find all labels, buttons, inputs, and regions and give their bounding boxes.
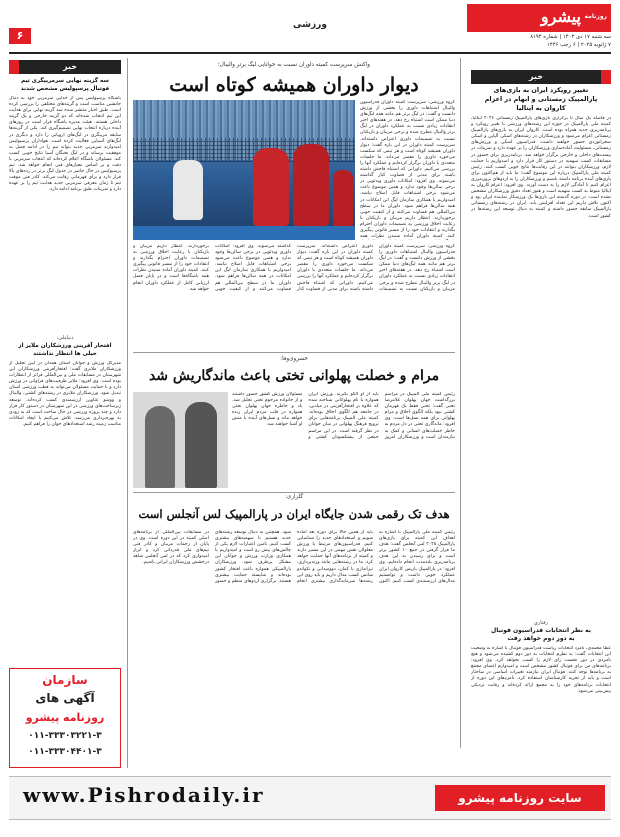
player-right bbox=[333, 170, 353, 226]
center-bottom-kicker: گلزاری: bbox=[284, 494, 304, 500]
logo-small: روزنامه bbox=[584, 13, 607, 20]
right-sub-title-2: به دور دوم خواهد رفت bbox=[507, 635, 575, 642]
photo-floor bbox=[133, 226, 355, 240]
right-title-3: کاروان به ایتالیا bbox=[516, 104, 566, 112]
ad-phone-1: ۰۱۱-۳۳۳۰۳۲۲۱-۳ bbox=[28, 731, 102, 741]
center-top-headline: دیوار داوران همیشه کوتاه است bbox=[169, 74, 419, 96]
right-title-2: پارالمپیک زمستانی و ابهام در اعزام bbox=[484, 95, 598, 103]
ad-line-3: روزنامه پیشرو bbox=[25, 711, 105, 724]
left-title-2: فوتبال پرسپولیس مشخص شدند bbox=[20, 86, 110, 92]
right-sub-body bbox=[471, 646, 611, 744]
center-mid-body bbox=[232, 392, 455, 488]
right-sub-title-1: به نظر انتخابات فدراسیون فوتبال bbox=[491, 627, 591, 634]
ad-line-2: آگهی های bbox=[35, 691, 95, 705]
left-body-text: باشگاه پرسپولیس پس از جدایی سرمربی خود به دنبال جانشین مناسب است و گزینه‌های مختلفی را بررسی کرده است. طبق اخبار منتشر شده سه گزینه نهایی برای هدایت این تیم انتخاب شده‌اند که دو گزینه خارجی و یک گزینه داخلی هستند. هیئت مدیره باشگاه قرار است در روزهای آینده درباره انتخاب نهایی تصمیم‌گیری کند. یکی از گزینه‌ها سابقه مربیگری در لیگ‌های اروپایی را دارد و دیگری در لیگ‌های آسیایی فعالیت کرده است. هواداران پرسپولیس امیدوارند سرمربی جدید بتواند تیم را در ادامه فصل به موفقیت برساند و در لیگ نخبگان آسیا نتایج خوبی کسب کند. مسئولان باشگاه اعلام کرده‌اند که انتخاب سرمربی با دقت و بر اساس معیارهای فنی انجام خواهد شد. تیم پرسپولیس در حال حاضر در جدول لیگ برتر در رده‌های بالا قرار دارد و برای قهرمانی رقابت می‌کند. کادر فنی موقت تیم تا زمان معرفی سرمربی جدید هدایت تیم را بر عهده دارد و تمرینات طبق برنامه ادامه دارد. bbox=[9, 96, 121, 193]
center-top-body-bottom bbox=[133, 244, 455, 348]
left-title-1: سه گزینه نهایی سرمربیگری تیم bbox=[21, 78, 109, 84]
center-mid-kicker: خسروی‌وفا: bbox=[280, 356, 308, 362]
center-top-body-right bbox=[360, 100, 455, 240]
photo-figure-2 bbox=[185, 402, 217, 488]
logo bbox=[467, 4, 611, 32]
logo-main: پیشرو bbox=[540, 7, 581, 26]
right-sub-body-text: عطا محمدی، نامزد انتخابات ریاست فدراسیون فوتبال با اشاره به وضعیت این انتخابات گفت: به نظرم انتخابات به دور دوم کشیده می‌شود و هیچ نامزدی در دور نخست رای لازم را کسب نخواهد کرد. وی افزود: برنامه‌های من برای فوتبال کشور مشخص است و امیدوارم اعضای مجمع به برنامه‌ها توجه کنند. فوتبال ایران نیازمند تغییرات اساسی در ساختار است و باید از تجربه کارشناسان استفاده کرد. نامزدهای این دوره از انتخابات برنامه‌های خود را به مجمع ارائه کرده‌اند و رقابت نزدیکی پیش‌بینی می‌شود. bbox=[471, 646, 611, 694]
ad-box bbox=[9, 668, 121, 768]
center-mid-rule bbox=[133, 492, 455, 493]
volleyball-photo bbox=[133, 100, 355, 240]
right-body bbox=[471, 116, 611, 616]
right-body-text: در فاصله یک سال تا برگزاری بازی‌های پارالمپیک زمستانی ۲۰۲۶ ایتالیا، کمیته ملی پارالمپیک در حوزه این رشته‌های ورزشی با تغییر رویکرد و برنامه‌ریزی جدید همراه بوده است. کاروان ایران به بازی‌های پارالمپیک زمستانی اعزام می‌شود و ورزشکاران در رشته‌های اسکی آلپاین و اسکی صحرانوردی حضور خواهند داشت. فدراسیون اسکی و ورزش‌های زمستانی، مسئولیت آماده‌سازی ورزشکاران را بر عهده دارد و تمرینات در پیست‌های داخلی و خارجی برگزار خواهد شد. برنامه‌ریزی برای حضور در مسابقات کسب سهمیه در دستور کار قرار دارد و امیدواریم با حمایت لازم، ورزشکاران بتوانند در این رقابت‌ها نتایج خوبی کسب کنند. رئیس کمیته ملی پارالمپیک درباره این موضوع گفت: ما باید از هم‌اکنون برای بازی‌های آینده برنامه داشته باشیم و ورزشکاران را به اردوهای برون‌مرزی اعزام کنیم تا آمادگی لازم را به دست آورند. وی افزود: اعزام کاروان به ایتالیا منوط به کسب سهمیه است و هنوز تعداد دقیق ورزشکاران مشخص نشده است. در دوره گذشته این بازی‌ها یک ورزشکار نماینده ایران بود و اکنون تلاش داریم این تعداد افزایش یابد. ایران در رشته‌های زمستانی پارالمپیک سابقه حضور داشته و کمیته به دنبال توسعه این رشته‌ها در کشور است. bbox=[471, 116, 611, 219]
center-top-body-text: گروه ورزشی: سرپرست کمیته داوران فدراسیون والیبال اشتباهات داوری را بخشی از ورزش دانست و گفت: در لیگ برتر هم مانند همه لیگ‌های دنیا ممکن است اشتباه رخ دهد. در هفته‌های اخیر انتقادات زیادی نسبت به عملکرد داوران در لیگ برتر والیبال مطرح شده و برخی مربیان و بازیکنان نسبت به تصمیمات داوری اعتراض داشته‌اند. سرپرست کمیته داوران در این باره گفت: دیوار داوران همیشه کوتاه است و هر تیمی که شکست می‌خورد داوری را مقصر می‌داند. ما جلسات متعددی با داوران برگزار کرده‌ایم و عملکرد آنها را بررسی می‌کنیم. داورانی که اشتباه فاحش داشته باشند برای مدتی از قضاوت کنار گذاشته می‌شوند. وی افزود: امکانات داوری ویدئویی در برخی سالن‌ها وجود ندارد و همین موضوع باعث می‌شود برخی اشتباهات قابل اصلاح نباشد. امیدواریم با همکاری سازمان لیگ این امکانات در همه سالن‌ها فراهم شود. داوران ما در سطح بین‌المللی هم قضاوت می‌کنند و از کیفیت خوبی برخوردارند. انتظار داریم مربیان و بازیکنان با رعایت اخلاق ورزشی به تصمیمات داوران احترام بگذارند و انتقادات خود را از مسیر قانونی پیگیری کنند. کمیته داوران آماده شنیدن نظرات همه bbox=[360, 100, 455, 240]
left-sub-body bbox=[9, 361, 121, 611]
player-left bbox=[173, 160, 203, 220]
center-mid-headline: مرام و خصلت پهلوانی تختی باعث ماندگاریش شد bbox=[148, 368, 440, 384]
center-mid-body-text: رئیس کمیته ملی المپیک در مراسم بزرگداشت جهان پهلوان غلامرضا تختی گفت: تختی فقط یک قهرمان کشتی نبود بلکه الگوی اخلاق و مرام پهلوانی برای همه نسل‌ها است. وی افزود: ماندگاری تختی در دل مردم به خاطر خصلت‌های انسانی و کمک به نیازمندان است و ورزشکاران امروز باید از او الگو بگیرند. ورزش ایران همواره با نام پهلوانانی شناخته شده که علاوه بر افتخارآفرینی در میادین، در جامعه هم الگوی اخلاق بوده‌اند. کمیته ملی المپیک برنامه‌هایی برای ترویج فرهنگ پهلوانی در میان جوانان در نظر گرفته است. در این مراسم جمعی از پیشکسوتان کشتی و مسئولان ورزش کشور حضور داشتند و از خانواده مرحوم تختی تجلیل شد. یاد و خاطره جهان پهلوان تختی همواره در قلب مردم ایران زنده خواهد ماند و نسل‌های آینده با منش او آشنا خواهند شد. bbox=[232, 392, 455, 440]
left-sub-title-1: افتخار آفرینی ورزشکاران ملایر از bbox=[18, 343, 112, 349]
left-sub-body-text: مدیرکل ورزش و جوانان استان همدان در آیین تجلیل از ورزشکاران ملایری گفت: افتخارآفرینی ورزشکاران این شهرستان در مسابقات ملی و بین‌المللی فراتر از انتظارات بوده است. وی افزود: ملایر ظرفیت‌های فراوانی در ورزش دارد و با حمایت مسئولان می‌تواند به قطب ورزشی استان تبدیل شود. ورزشکاران ملایری در رشته‌های کشتی، والیبال و ووشو عناوین ارزشمندی کسب کرده‌اند. توسعه زیرساخت‌های ورزشی در این شهرستان در دستور کار قرار دارد و چند پروژه ورزشی در حال ساخت است که به زودی به بهره‌برداری می‌رسد. تلاش می‌کنیم با ایجاد امکانات مناسب زمینه رشد استعدادهای جوان را فراهم کنیم. bbox=[9, 361, 121, 427]
left-body bbox=[9, 96, 121, 332]
left-sub-label: دنیاملی: bbox=[56, 335, 74, 341]
right-title-1: تغییر رویکرد ایران به بازی‌های bbox=[493, 86, 589, 94]
footer-url[interactable]: www.Pishrodaily.ir bbox=[23, 783, 265, 807]
left-sub-title-2: خیلی ها انتظار نداشتند bbox=[33, 351, 97, 357]
right-news-label: خبر bbox=[471, 70, 611, 84]
masthead bbox=[467, 4, 611, 50]
player-jump-1 bbox=[253, 148, 289, 226]
date-line-1: سه شنبه ۱۷ دی ۱۴۰۳ | شماره ۸۱۹۴ bbox=[530, 34, 611, 40]
ad-line-1: سازمان bbox=[42, 673, 88, 687]
photo-figure-1 bbox=[145, 406, 175, 488]
center-top-rule bbox=[133, 352, 455, 353]
left-col-divider bbox=[127, 58, 128, 768]
center-bottom-body bbox=[133, 530, 455, 748]
ad-phone-2: ۰۱۱-۳۳۳۰۴۴۰۱-۳ bbox=[28, 747, 102, 757]
section-title: ورزشی bbox=[293, 20, 327, 30]
player-jump-2 bbox=[293, 144, 329, 226]
center-top-body-text-cont: گروه ورزشی: سرپرست کمیته داوران فدراسیون والیبال اشتباهات داوری را بخشی از ورزش دانست و گفت: در لیگ برتر هم مانند همه لیگ‌های دنیا ممکن است اشتباه رخ دهد. در هفته‌های اخیر انتقادات زیادی نسبت به عملکرد داوران در لیگ برتر والیبال مطرح شده و برخی مربیان و بازیکنان نسبت به تصمیمات داوری اعتراض داشته‌اند. سرپرست کمیته داوران در این باره گفت: دیوار داوران همیشه کوتاه است و هر تیمی که شکست می‌خورد داوری را مقصر می‌داند. ما جلسات متعددی با داوران برگزار کرده‌ایم و عملکرد آنها را بررسی می‌کنیم. داورانی که اشتباه فاحش داشته باشند برای مدتی از قضاوت کنار گذاشته می‌شوند. وی افزود: امکانات داوری ویدئویی در برخی سالن‌ها وجود ندارد و همین موضوع باعث می‌شود برخی اشتباهات قابل اصلاح نباشد. امیدواریم با همکاری سازمان لیگ این امکانات در همه سالن‌ها فراهم شود. داوران ما در سطح بین‌المللی هم قضاوت می‌کنند و از کیفیت خوبی برخوردارند. انتظار داریم مربیان و بازیکنان با رعایت اخلاق ورزشی به تصمیمات داوران احترام بگذارند و انتقادات خود را از مسیر قانونی پیگیری کنند. کمیته داوران آماده شنیدن نظرات همه باشگاه‌ها است و در پایان فصل ارزیابی کامل از عملکرد داوران انجام خواهد شد. bbox=[133, 244, 455, 292]
date-line-2: ۷ ژانویه ۲۰۲۵ | ۶ رجب ۱۴۴۶ bbox=[547, 42, 611, 48]
center-top-kicker: واکنش سرپرست کمیته داوران نسبت به خوانایی لیگ برتر والیبال؛ bbox=[218, 62, 370, 68]
left-news-label: خبر bbox=[9, 60, 121, 74]
center-bottom-body-text: رئیس کمیته ملی پارالمپیک با اشاره به اهداف این کمیته برای بازی‌های پارالمپیک ۲۰۲۸ لس آنجلس گفت: هدف ما قرار گرفتن در جمع ۱۰ کشور برتر است و برای رسیدن به این هدف برنامه‌ریزی بلندمدت انجام داده‌ایم. وی افزود: در پارالمپیک پاریس کاروان ایران عملکرد خوبی داشت و توانستیم مدال‌های ارزشمندی کسب کنیم. اکنون باید از همین حالا برای دوره بعد آماده شویم و استعدادهای جدید را شناسایی کنیم. فدراسیون‌های مرتبط با ورزش معلولان نقش مهمی در این مسیر دارند و کمیته از برنامه‌های آنها حمایت خواهد کرد. ما در رشته‌هایی مانند وزنه‌برداری، تیراندازی با کمان، دوومیدانی و تکواندو شانس کسب مدال داریم و باید روی این رشته‌ها سرمایه‌گذاری بیشتری انجام شود. همچنین به دنبال توسعه رشته‌های جدید هستیم تا سهمیه‌های بیشتری کسب کنیم. تامین اعتبارات لازم یکی از چالش‌های پیش رو است و امیدواریم با همکاری وزارت ورزش و جوانان این مشکل برطرف شود. ورزشکاران پارالمپیکی همواره باعث افتخار کشور بوده‌اند و شایسته حمایت بیشتری هستند. برگزاری اردوهای منظم و حضور در مسابقات بین‌المللی از برنامه‌های اصلی کمیته در این دوره است. وی در پایان از زحمات مربیان و کادر فنی تیم‌های ملی قدردانی کرد و ابراز امیدواری کرد که در لس آنجلس شاهد درخشش ورزشکاران ایرانی باشیم. bbox=[133, 530, 455, 584]
header-rule bbox=[9, 52, 611, 54]
takhti-photo bbox=[133, 392, 228, 488]
page-number: ۶ bbox=[9, 28, 31, 44]
right-sub-label: رفتاري bbox=[533, 620, 549, 626]
footer-site-label: سایت روزنامه پیشرو bbox=[435, 785, 605, 811]
footer-banner bbox=[9, 776, 611, 820]
center-bottom-headline: هدف تک رقمی شدن جایگاه ایران در پارالمپیک لس آنجلس است bbox=[138, 507, 450, 521]
right-col-divider bbox=[460, 58, 461, 748]
